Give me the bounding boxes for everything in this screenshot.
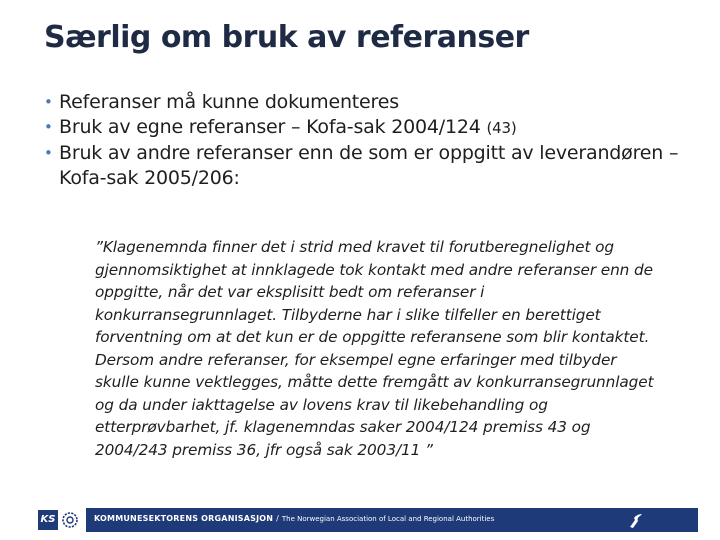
bullet-note: (43) [486, 119, 517, 137]
ks-swoosh-icon [626, 510, 646, 530]
bullet-dot-icon: • [44, 118, 53, 136]
slide-title: Særlig om bruk av referanser [44, 20, 529, 55]
org-name-english: The Norwegian Association of Local and Regional Authorities [281, 515, 495, 523]
bullet-item [44, 115, 684, 141]
bullet-dot-icon: • [44, 93, 53, 111]
ks-emblem-icon [61, 511, 79, 529]
ks-logo-icon: KS [38, 510, 58, 530]
court-quote: ”Klagenemnda finner det i strid med kravet til forutberegnelighet og gjennomsiktighet at innklagede tok kontakt med andre referanser enn de oppgitte, når det var eksplisitt bedt om referanser i konkurransegrunnlaget. Tilbyderne har i slike tilfeller en berettiget forventning om at det kun er de oppgitte referansene som blir kontaktet. Dersom andre referanser, for eksempel egne erfaringer med tilbyder skulle kunne vektlegges, måtte dette fremgått av konkurransegrunnlaget og da under iakttagelse av lovens krav til likebehandling og etterprøvbarhet, jf. klagenemndas saker 2004/124 premiss 43 og 2004/243 premiss 36, jfr også sak 2003/11 ” [95, 238, 654, 459]
footer-text [94, 514, 494, 523]
bullet-item [44, 90, 684, 115]
org-separator: / [276, 514, 279, 523]
bullet-text: Referanser må kunne dokumenteres [59, 91, 399, 113]
bullet-text: Bruk av egne referanser – Kofa-sak 2004/124 [59, 116, 481, 138]
bullet-text: Bruk av andre referanser enn de som er oppgitt av leverandøren – Kofa-sak 2005/206: [59, 142, 679, 189]
logo [36, 508, 80, 532]
footer [0, 508, 720, 532]
bullet-list [44, 90, 684, 191]
footer-bar [86, 508, 698, 532]
bullet-item [44, 141, 684, 191]
org-name: KOMMUNESEKTORENS ORGANISASJON [94, 514, 274, 523]
bullet-dot-icon: • [44, 144, 53, 162]
